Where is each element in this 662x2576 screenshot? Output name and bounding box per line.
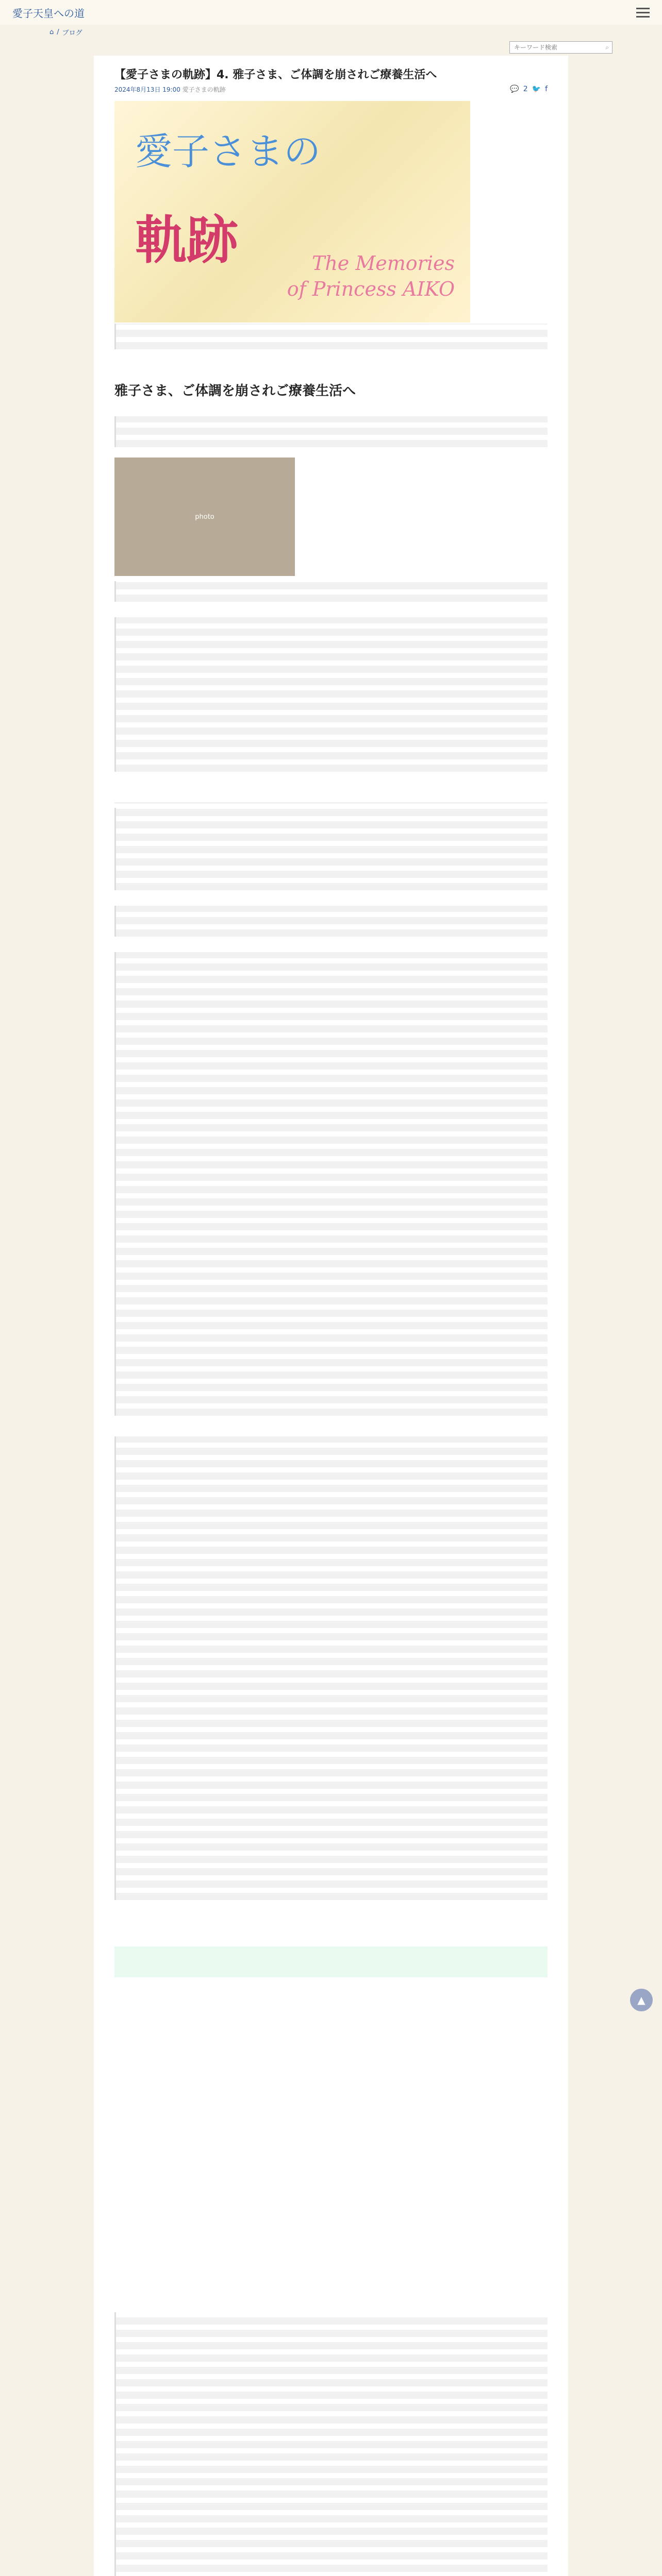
hamburger-menu-icon[interactable] [636, 8, 650, 18]
body-block-2 [114, 952, 548, 1416]
article-meta [114, 85, 548, 94]
banner-title-line1: 愛子さまの [135, 130, 321, 173]
article-photo: photo [114, 457, 295, 576]
share-buttons [510, 85, 548, 94]
article-main [94, 56, 568, 2576]
site-logo[interactable]: 愛子天皇への道 [12, 7, 85, 20]
photo-wrap [114, 457, 548, 576]
comment-icon[interactable]: 💬 [510, 85, 519, 93]
article-title: 【愛子さまの軌跡】4. 雅子さま、ご体調を崩されご療養生活へ [114, 69, 437, 81]
section-heading-wrap [114, 365, 548, 410]
section-heading: 雅子さま、ご体調を崩されご療養生活へ [114, 383, 356, 399]
search-row [0, 39, 662, 56]
breadcrumb-blog[interactable]: ブログ [62, 29, 82, 37]
body-block-1 [114, 808, 548, 890]
article-category[interactable]: 愛子さまの軌跡 [182, 86, 226, 93]
search-icon[interactable]: ⌕ [605, 43, 609, 51]
highlight-red-block [114, 906, 548, 937]
site-header [0, 0, 662, 25]
body-block-3 [114, 1436, 548, 1900]
banner-subtitle: The Memories of Princess AIKO [287, 252, 455, 300]
banner-title-line2: 軌跡 [135, 210, 238, 270]
photo-caption [114, 581, 548, 602]
highlight-quote [114, 1946, 548, 1977]
article-date: 2024年8月13日 19:00 [114, 86, 180, 93]
comment-count: 2 [523, 85, 528, 93]
search-input[interactable] [513, 43, 595, 52]
breadcrumb: ⌂ / ブログ [49, 28, 82, 37]
timeline-block [114, 617, 548, 772]
article-banner [114, 101, 470, 323]
home-icon[interactable]: ⌂ [49, 28, 54, 36]
twitter-icon[interactable]: 🐦 [532, 85, 541, 93]
highlight-quote-wrap [114, 1931, 548, 1993]
facebook-icon[interactable]: f [545, 85, 548, 93]
caption-block [114, 416, 548, 447]
page-top-button[interactable]: ▲ [630, 1989, 653, 2011]
body-block-4 [114, 2312, 548, 2576]
search-box[interactable] [509, 41, 613, 54]
intro-text-block [114, 324, 548, 349]
